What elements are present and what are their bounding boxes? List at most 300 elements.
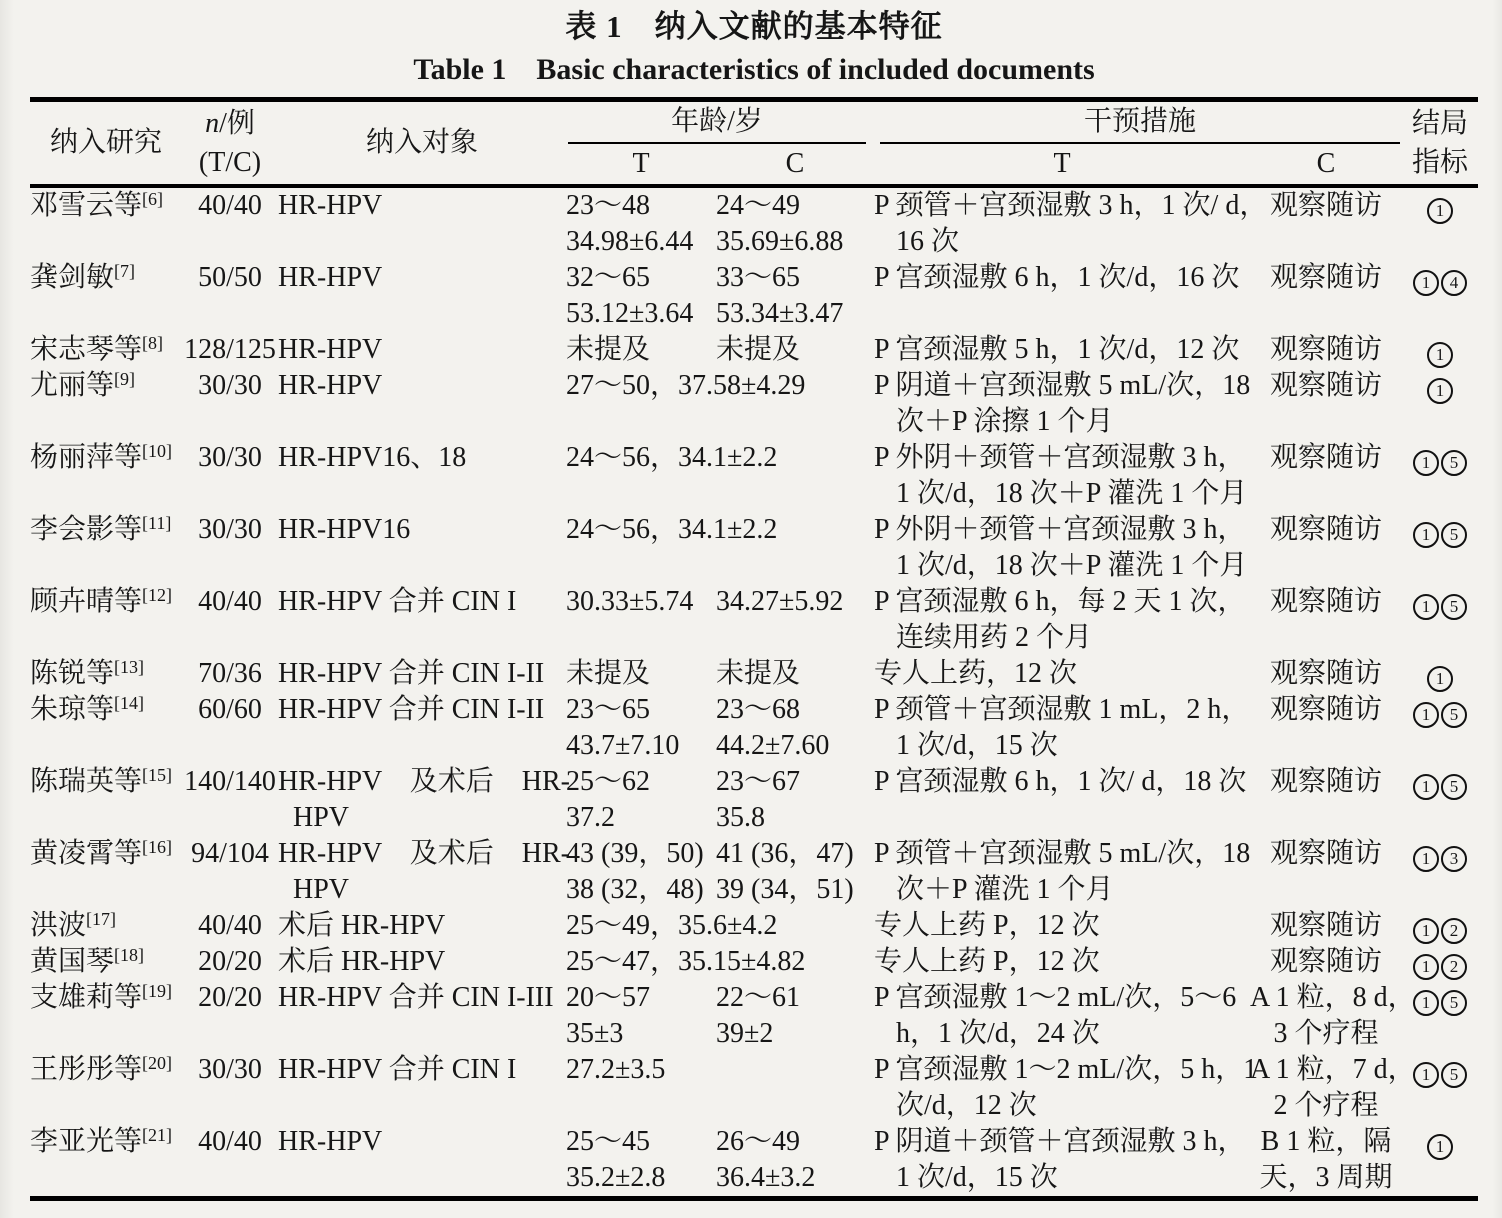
cell-line: 24～56，34.1±2.2 [566, 514, 778, 545]
study-cell [30, 584, 182, 656]
cell-line: 25～47，35.15±4.82 [566, 946, 806, 977]
cell-line: A 1 粒，7 d， [1250, 1054, 1416, 1085]
cell-line: 22～61 [716, 982, 801, 1013]
age-c-cell [716, 1124, 874, 1199]
study-name: 邓雪云等 [30, 190, 143, 221]
age-t-cell [566, 836, 716, 908]
cell-line: 23～67 [716, 766, 801, 797]
reference-superscript: [20] [142, 1053, 173, 1073]
study-cell [30, 260, 182, 332]
study-name: 宋志琴等 [30, 334, 143, 365]
subject-cell [278, 260, 566, 332]
age-c-cell [716, 836, 874, 908]
outcome-circle: 1 [1427, 1134, 1453, 1160]
header-n-italic: n [205, 108, 220, 139]
outcome-circle: 1 [1413, 990, 1439, 1016]
reference-superscript: [14] [114, 693, 145, 713]
cell-line: 32～65 [566, 262, 651, 293]
cell-line: 60/60 [198, 694, 262, 725]
cell-line: 27～50，37.58±4.29 [566, 370, 806, 401]
age-c-cell [716, 584, 874, 656]
intervention-t-cell [874, 908, 1250, 944]
cell-line: 观察随访 [1270, 262, 1383, 293]
intervention-t-cell [874, 656, 1250, 692]
reference-superscript: [21] [142, 1125, 173, 1145]
study-name: 尤丽等 [30, 370, 115, 401]
cell-line [30, 656, 182, 692]
age-c-cell [716, 1052, 874, 1124]
cell-line: 1 次/d，15 次 [896, 730, 1058, 761]
cell-line [30, 692, 182, 728]
cell-line: 40/40 [198, 190, 262, 221]
table-header [30, 100, 1478, 187]
n-cell [182, 944, 278, 980]
outcome-circle: 2 [1441, 918, 1467, 944]
intervention-c-cell [1250, 332, 1402, 368]
cell-line: 未提及 [566, 658, 651, 689]
n-cell [182, 692, 278, 764]
outcome-circle: 1 [1413, 522, 1439, 548]
cell-line: 35.8 [716, 802, 765, 833]
cell-line: HR-HPV [278, 370, 383, 401]
cell-line: HR-HPV 合并 CIN I [278, 1054, 517, 1085]
header-outcome-line1: 结局 [1412, 108, 1469, 139]
intervention-t-cell [874, 764, 1250, 836]
study-name: 朱琼等 [30, 694, 115, 725]
cell-line: 40/40 [198, 910, 262, 941]
cell-line: P 颈管＋宫颈湿敷 3 h，1 次/ d， [874, 190, 1268, 221]
age-t-cell [566, 764, 716, 836]
outcome-cell [1402, 980, 1478, 1052]
outcome-circle: 1 [1427, 378, 1453, 404]
age-t-cell [566, 186, 716, 260]
age-merged-cell [566, 944, 874, 980]
intervention-c-cell [1250, 1124, 1402, 1199]
cell-line: P 外阴＋颈管＋宫颈湿敷 3 h， [874, 442, 1246, 473]
intervention-c-cell [1250, 980, 1416, 1052]
study-name: 陈瑞英等 [30, 766, 143, 797]
intervention-c-cell [1250, 1052, 1416, 1124]
cell-line: HR-HPV 合并 CIN I [278, 586, 517, 617]
n-cell [182, 836, 278, 908]
study-cell [30, 944, 182, 980]
reference-superscript: [7] [114, 261, 136, 281]
cell-line: 35±3 [566, 1018, 624, 1049]
cell-line: 未提及 [716, 658, 801, 689]
cell-line: 天，3 周期 [1259, 1162, 1393, 1193]
study-cell [30, 368, 182, 440]
age-c-cell [716, 260, 874, 332]
header-intervention-group [874, 100, 1402, 145]
intervention-t-cell [874, 1124, 1250, 1199]
cell-line: HPV [293, 802, 350, 833]
study-name: 洪波 [30, 910, 87, 941]
cell-line: 25～45 [566, 1126, 651, 1157]
table-title-en: Table 1 Basic characteristics of included documents [413, 53, 1095, 86]
reference-superscript: [10] [142, 441, 173, 461]
intervention-c-cell [1250, 764, 1402, 836]
cell-line: 38 (32，48) [566, 874, 704, 905]
intervention-t-cell [874, 332, 1250, 368]
study-cell [30, 512, 182, 584]
cell-line: 44.2±7.60 [716, 730, 830, 761]
age-t-cell [566, 656, 716, 692]
n-cell [182, 368, 278, 440]
cell-line: 25～49，35.6±4.2 [566, 910, 778, 941]
cell-line [30, 836, 182, 872]
cell-line: P 宫颈湿敷 1～2 mL/次，5 h，1 [874, 1054, 1258, 1085]
subject-cell [278, 1052, 566, 1124]
study-name: 龚剑敏 [30, 262, 115, 293]
cell-line: 1 次/d，15 次 [896, 1162, 1058, 1193]
outcome-circle: 1 [1413, 270, 1439, 296]
outcome-circle: 5 [1441, 594, 1467, 620]
cell-line: 20/20 [198, 946, 262, 977]
cell-line: HR-HPV 合并 CIN I-II [278, 658, 545, 689]
cell-line [30, 188, 182, 224]
reference-superscript: [11] [142, 513, 172, 533]
cell-line: HPV [293, 874, 350, 905]
age-c-cell [716, 980, 874, 1052]
cell-line: 34.27±5.92 [716, 586, 844, 617]
study-name: 黄国琴 [30, 946, 115, 977]
outcome-cell [1402, 692, 1478, 764]
intervention-t-cell [874, 980, 1250, 1052]
cell-line: 观察随访 [1270, 514, 1383, 545]
cell-line: 23～48 [566, 190, 651, 221]
cell-line: P 宫颈湿敷 6 h，1 次/d，16 次 [874, 262, 1240, 293]
age-merged-cell [566, 368, 874, 440]
cell-line: HR-HPV [278, 190, 383, 221]
cell-line [30, 332, 182, 368]
subject-cell [278, 656, 566, 692]
cell-line: 1 次/d，18 次＋P 灌洗 1 个月 [896, 550, 1248, 581]
cell-line [30, 368, 182, 404]
n-cell [182, 584, 278, 656]
cell-line [30, 764, 182, 800]
reference-superscript: [6] [142, 189, 164, 209]
cell-line: 41 (36，47) [716, 838, 854, 869]
cell-line: 23～65 [566, 694, 651, 725]
cell-line: 未提及 [716, 334, 801, 365]
outcome-cell [1402, 512, 1478, 584]
header-age-c: C [785, 148, 805, 179]
table-row [30, 260, 1478, 332]
cell-line: 43.7±7.10 [566, 730, 680, 761]
cell-line: 20～57 [566, 982, 651, 1013]
age-c-cell [716, 764, 874, 836]
age-t-cell [566, 980, 716, 1052]
outcome-cell [1402, 440, 1478, 512]
study-cell [30, 692, 182, 764]
outcome-cell [1402, 260, 1478, 332]
table-row [30, 368, 1478, 440]
cell-line: 专人上药 P，12 次 [874, 946, 1100, 977]
table-title-zh: 表 1 纳入文献的基本特征 [565, 9, 943, 44]
cell-line: A 1 粒，8 d， [1250, 982, 1416, 1013]
cell-line: 次/d，12 次 [896, 1090, 1037, 1121]
reference-superscript: [15] [142, 765, 173, 785]
cell-line: 24～49 [716, 190, 801, 221]
cell-line: h，1 次/d，24 次 [896, 1018, 1100, 1049]
study-name: 陈锐等 [30, 658, 115, 689]
outcome-cell [1402, 656, 1478, 692]
cell-line: 观察随访 [1270, 190, 1383, 221]
outcome-circle: 2 [1441, 954, 1467, 980]
outcome-circle: 5 [1441, 1062, 1467, 1088]
table-row [30, 908, 1478, 944]
cell-line: 140/140 [184, 766, 276, 797]
reference-superscript: [19] [142, 981, 173, 1001]
study-name: 李亚光等 [30, 1126, 143, 1157]
table-row [30, 332, 1478, 368]
cell-line: 40/40 [198, 1126, 262, 1157]
n-cell [182, 260, 278, 332]
cell-line: 观察随访 [1270, 946, 1383, 977]
cell-line [30, 1052, 182, 1088]
subject-cell [278, 186, 566, 260]
header-age-label: 年龄/岁 [568, 102, 866, 144]
cell-line: 观察随访 [1270, 694, 1383, 725]
study-name: 黄凌霄等 [30, 838, 143, 869]
intervention-c-cell [1250, 368, 1402, 440]
header-n-line2: (T/C) [198, 147, 262, 178]
table-row [30, 836, 1478, 908]
cell-line: 专人上药，12 次 [874, 658, 1078, 689]
intervention-c-cell [1250, 836, 1402, 908]
study-cell [30, 440, 182, 512]
subject-cell [278, 692, 566, 764]
cell-line: 未提及 [566, 334, 651, 365]
study-name: 王彤彤等 [30, 1054, 143, 1085]
intervention-c-cell [1250, 512, 1402, 584]
cell-line: HR-HPV 及术后 HR- [278, 838, 570, 869]
n-cell [182, 186, 278, 260]
reference-superscript: [17] [86, 909, 117, 929]
outcome-circle: 1 [1413, 1062, 1439, 1088]
subject-cell [278, 332, 566, 368]
cell-line: HR-HPV 及术后 HR- [278, 766, 570, 797]
n-cell [182, 980, 278, 1052]
intervention-t-cell [874, 260, 1250, 332]
outcome-circle: 1 [1413, 918, 1439, 944]
outcome-circle: 5 [1441, 774, 1467, 800]
outcome-cell [1402, 944, 1478, 980]
cell-line: 53.12±3.64 [566, 298, 694, 329]
study-name: 杨丽萍等 [30, 442, 143, 473]
study-cell [30, 186, 182, 260]
cell-line: 观察随访 [1270, 586, 1383, 617]
cell-line [30, 260, 182, 296]
cell-line: HR-HPV [278, 334, 383, 365]
age-t-cell [566, 584, 716, 656]
study-cell [30, 764, 182, 836]
outcome-circle: 1 [1413, 954, 1439, 980]
age-merged-cell [566, 440, 874, 512]
table-row [30, 512, 1478, 584]
included-studies-table [30, 97, 1478, 1201]
n-cell [182, 764, 278, 836]
cell-line: HR-HPV 合并 CIN I-III [278, 982, 554, 1013]
n-cell [182, 440, 278, 512]
outcome-circle: 1 [1413, 594, 1439, 620]
table-row [30, 440, 1478, 512]
cell-line: 30.33±5.74 [566, 586, 694, 617]
intervention-t-cell [874, 512, 1250, 584]
study-cell [30, 656, 182, 692]
study-cell [30, 1124, 182, 1199]
outcome-circle: 4 [1441, 270, 1467, 296]
cell-line: P 阴道＋颈管＋宫颈湿敷 3 h， [874, 1126, 1246, 1157]
subject-cell [278, 908, 566, 944]
table-body [30, 186, 1478, 1199]
age-c-cell [716, 186, 874, 260]
reference-superscript: [9] [114, 369, 136, 389]
cell-line: 连续用药 2 个月 [896, 622, 1093, 653]
intervention-c-cell [1250, 440, 1402, 512]
study-cell [30, 1052, 182, 1124]
table-row [30, 656, 1478, 692]
outcome-circle: 1 [1413, 774, 1439, 800]
n-cell [182, 1124, 278, 1199]
intervention-c-cell [1250, 692, 1402, 764]
cell-line [30, 584, 182, 620]
cell-line: 观察随访 [1270, 658, 1383, 689]
table-row [30, 186, 1478, 260]
cell-line: 37.2 [566, 802, 615, 833]
cell-line: 94/104 [191, 838, 269, 869]
outcome-cell [1402, 332, 1478, 368]
outcome-cell [1402, 186, 1478, 260]
study-cell [30, 980, 182, 1052]
n-cell [182, 1052, 278, 1124]
cell-line [30, 1124, 182, 1160]
cell-line [30, 908, 182, 944]
cell-line: 36.4±3.2 [716, 1162, 816, 1193]
intervention-c-cell [1250, 186, 1402, 260]
cell-line: 30/30 [198, 1054, 262, 1085]
cell-line: 次＋P 涂擦 1 个月 [896, 406, 1114, 437]
header-outcome-line2: 指标 [1412, 147, 1469, 178]
cell-line: 30/30 [198, 514, 262, 545]
age-c-cell [716, 332, 874, 368]
outcome-cell [1402, 1052, 1478, 1124]
outcome-circle: 1 [1427, 198, 1453, 224]
header-intervention-t: T [1053, 148, 1071, 179]
outcome-circle: 1 [1413, 450, 1439, 476]
header-n-line1 [182, 104, 278, 143]
age-t-cell [566, 260, 716, 332]
n-cell [182, 908, 278, 944]
outcome-circle: 5 [1441, 702, 1467, 728]
cell-line: 16 次 [896, 226, 960, 257]
intervention-c-cell [1250, 944, 1402, 980]
reference-superscript: [13] [114, 657, 145, 677]
cell-line: 70/36 [198, 658, 262, 689]
outcome-cell [1402, 1124, 1478, 1199]
outcome-circle: 1 [1427, 342, 1453, 368]
intervention-t-cell [874, 584, 1250, 656]
subject-cell [278, 944, 566, 980]
table-row [30, 584, 1478, 656]
cell-line: 27.2±3.5 [566, 1054, 666, 1085]
age-t-cell [566, 1052, 716, 1124]
cell-line [30, 944, 182, 980]
table-row [30, 764, 1478, 836]
cell-line: 128/125 [184, 334, 276, 365]
subject-cell [278, 836, 570, 908]
cell-line: 观察随访 [1270, 370, 1383, 401]
subject-cell [278, 764, 570, 836]
header-intervention-label: 干预措施 [880, 102, 1400, 144]
cell-line [30, 980, 182, 1016]
age-t-cell [566, 332, 716, 368]
table-row [30, 944, 1478, 980]
header-outcome [1402, 100, 1478, 187]
subject-cell [278, 584, 566, 656]
table-row [30, 980, 1478, 1052]
age-merged-cell [566, 512, 874, 584]
cell-line: 25～62 [566, 766, 651, 797]
outcome-circle: 1 [1427, 666, 1453, 692]
cell-line: P 宫颈湿敷 6 h，每 2 天 1 次， [874, 586, 1246, 617]
cell-line: 2 个疗程 [1273, 1090, 1379, 1121]
cell-line [30, 440, 182, 476]
cell-line: B 1 粒，隔 [1260, 1126, 1392, 1157]
table-row [30, 1052, 1478, 1124]
header-study: 纳入研究 [49, 127, 162, 158]
cell-line: 30/30 [198, 370, 262, 401]
study-cell [30, 332, 182, 368]
cell-line: HR-HPV [278, 262, 383, 293]
intervention-t-cell [874, 368, 1250, 440]
cell-line: 观察随访 [1270, 910, 1383, 941]
outcome-cell [1402, 368, 1478, 440]
cell-line: 3 个疗程 [1273, 1018, 1379, 1049]
outcome-circle: 5 [1441, 522, 1467, 548]
age-c-cell [716, 656, 874, 692]
cell-line: 26～49 [716, 1126, 801, 1157]
cell-line: 39 (34，51) [716, 874, 854, 905]
table-row [30, 1124, 1478, 1199]
n-cell [182, 656, 278, 692]
outcome-cell [1402, 836, 1478, 908]
cell-line [30, 512, 182, 548]
cell-line: 专人上药 P，12 次 [874, 910, 1100, 941]
reference-superscript: [16] [142, 837, 173, 857]
reference-superscript: [18] [114, 945, 145, 965]
intervention-t-cell [874, 944, 1250, 980]
intervention-c-cell [1250, 584, 1402, 656]
cell-line: 35.2±2.8 [566, 1162, 666, 1193]
cell-line: 术后 HR-HPV [278, 910, 446, 941]
cell-line: P 阴道＋宫颈湿敷 5 mL/次，18 [874, 370, 1251, 401]
cell-line: 34.98±6.44 [566, 226, 694, 257]
header-intervention-c: C [1316, 148, 1336, 179]
subject-cell [278, 440, 566, 512]
cell-line: 观察随访 [1270, 838, 1383, 869]
n-cell [182, 332, 278, 368]
cell-line: 39±2 [716, 1018, 774, 1049]
outcome-circle: 3 [1441, 846, 1467, 872]
intervention-t-cell [874, 186, 1268, 260]
cell-line: 40/40 [198, 586, 262, 617]
age-merged-cell [566, 908, 874, 944]
cell-line: HR-HPV16、18 [278, 442, 467, 473]
intervention-c-cell [1250, 656, 1402, 692]
cell-line: P 颈管＋宫颈湿敷 1 mL，2 h， [874, 694, 1250, 725]
cell-line: P 宫颈湿敷 5 h，1 次/d，12 次 [874, 334, 1240, 365]
